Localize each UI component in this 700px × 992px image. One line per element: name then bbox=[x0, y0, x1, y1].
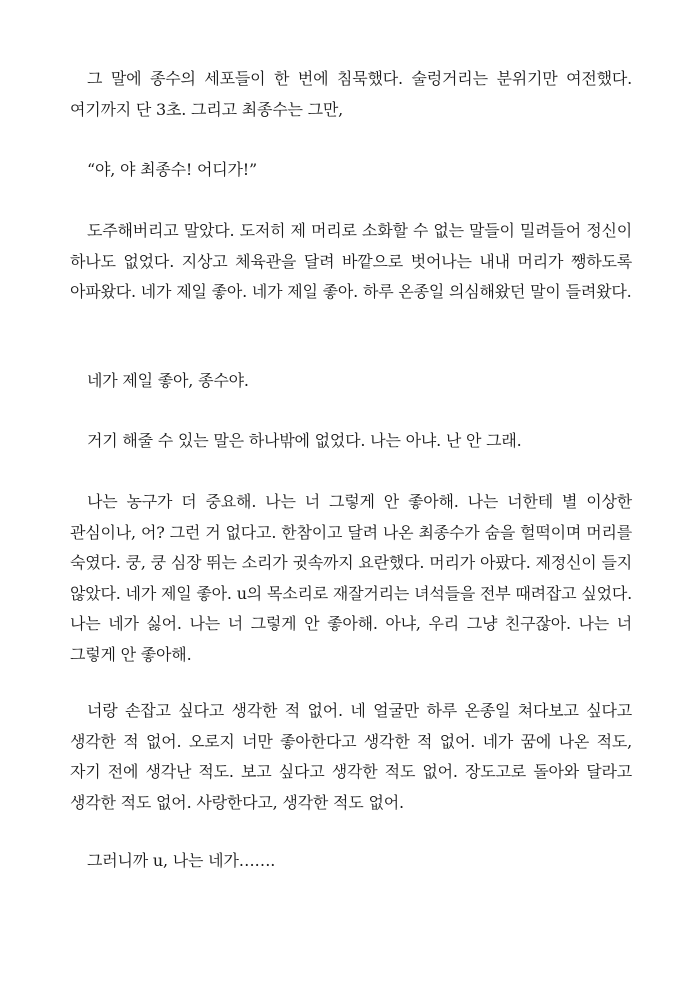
paragraph-3: 도주해버리고 말았다. 도저히 제 머리로 소화할 수 없는 말들이 밀려들어 정신이 하나도 없었다. 지상고 체육관을 달려 바깥으로 벗어나는 내내 머리가 쨍하도록 아파왔다. 네가 제일 좋아. 네가 제일 좋아. 하루 온종일 의심해왔던 말이 들려왔다. bbox=[70, 221, 632, 301]
paragraph-8: 그러니까 u, 나는 네가……. bbox=[87, 851, 276, 870]
paragraph-5: 거기 해줄 수 있는 말은 하나밖에 없었다. 나는 아냐. 난 안 그래. bbox=[87, 431, 522, 450]
paragraph-1: 그 말에 종수의 세포들이 한 번에 침묵했다. 술렁거리는 분위기만 여전했다. 여기까지 단 3초. 그리고 최종수는 그만, bbox=[70, 69, 632, 119]
paragraph-7: 너랑 손잡고 싶다고 생각한 적 없어. 네 얼굴만 하루 온종일 쳐다보고 싶다고 생각한 적 없어. 오로지 너만 좋아한다고 생각한 적 없어. 네가 꿈에 나온 적도, 자기 전에 생각난 적도. 보고 싶다고 생각한 적도 없어. 장도고로 돌아와 달라고 생각한 적도 없어. 사랑한다고, 생각한 적도 없어. bbox=[70, 701, 632, 812]
paragraph-4: 네가 제일 좋아, 종수야. bbox=[87, 371, 249, 390]
paragraph-2-dialogue: “야, 야 최종수! 어디가!” bbox=[87, 160, 258, 179]
paragraph-6: 나는 농구가 더 중요해. 나는 너 그렇게 안 좋아해. 나는 너한테 별 이상한 관심이나, 어? 그런 거 없다고. 한참이고 달려 나온 최종수가 숨을 헐떡이며 머리를 숙였다. 쿵, 쿵 심장 뛰는 소리가 귓속까지 요란했다. 머리가 아팠다. 제정신이 들지 않았다. 네가 제일 좋아. u의 목소리로 재잘거리는 녀석들을 전부 때려잡고 싶었다. 나는 네가 싫어. 나는 너 그렇게 안 좋아해. 아냐, 우리 그냥 친구잖아. 나는 너 그렇게 안 좋아해. bbox=[70, 492, 632, 664]
